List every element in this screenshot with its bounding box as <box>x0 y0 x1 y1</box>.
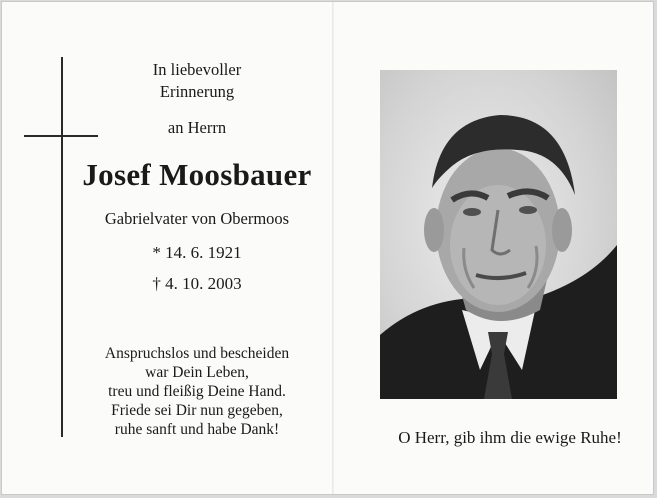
poem-line-3: treu und fleißig Deine Hand. <box>108 383 286 400</box>
memorial-card <box>2 2 653 494</box>
photo-caption: O Herr, gib ihm die ewige Ruhe! <box>398 428 622 447</box>
intro-line-2: Erinnerung <box>159 82 235 101</box>
birth-date: * 14. 6. 1921 <box>152 243 242 262</box>
intro-line-3: an Herrn <box>167 118 227 137</box>
death-date: † 4. 10. 2003 <box>152 274 242 293</box>
poem-line-5: ruhe sanft und habe Dank! <box>114 421 280 438</box>
poem-line-4: Friede sei Dir nun gegeben, <box>111 402 283 419</box>
cross-icon-vertical <box>61 57 63 437</box>
deceased-name: Josef Moosbauer <box>82 157 312 192</box>
card-fold <box>332 2 334 494</box>
portrait-icon <box>380 70 617 399</box>
deceased-title: Gabrielvater von Obermoos <box>104 209 290 228</box>
intro-line-1: In liebevoller <box>152 60 242 79</box>
portrait-photo <box>380 70 617 399</box>
poem-line-1: Anspruchslos und bescheiden <box>104 345 290 362</box>
poem-line-2: war Dein Leben, <box>145 364 249 381</box>
